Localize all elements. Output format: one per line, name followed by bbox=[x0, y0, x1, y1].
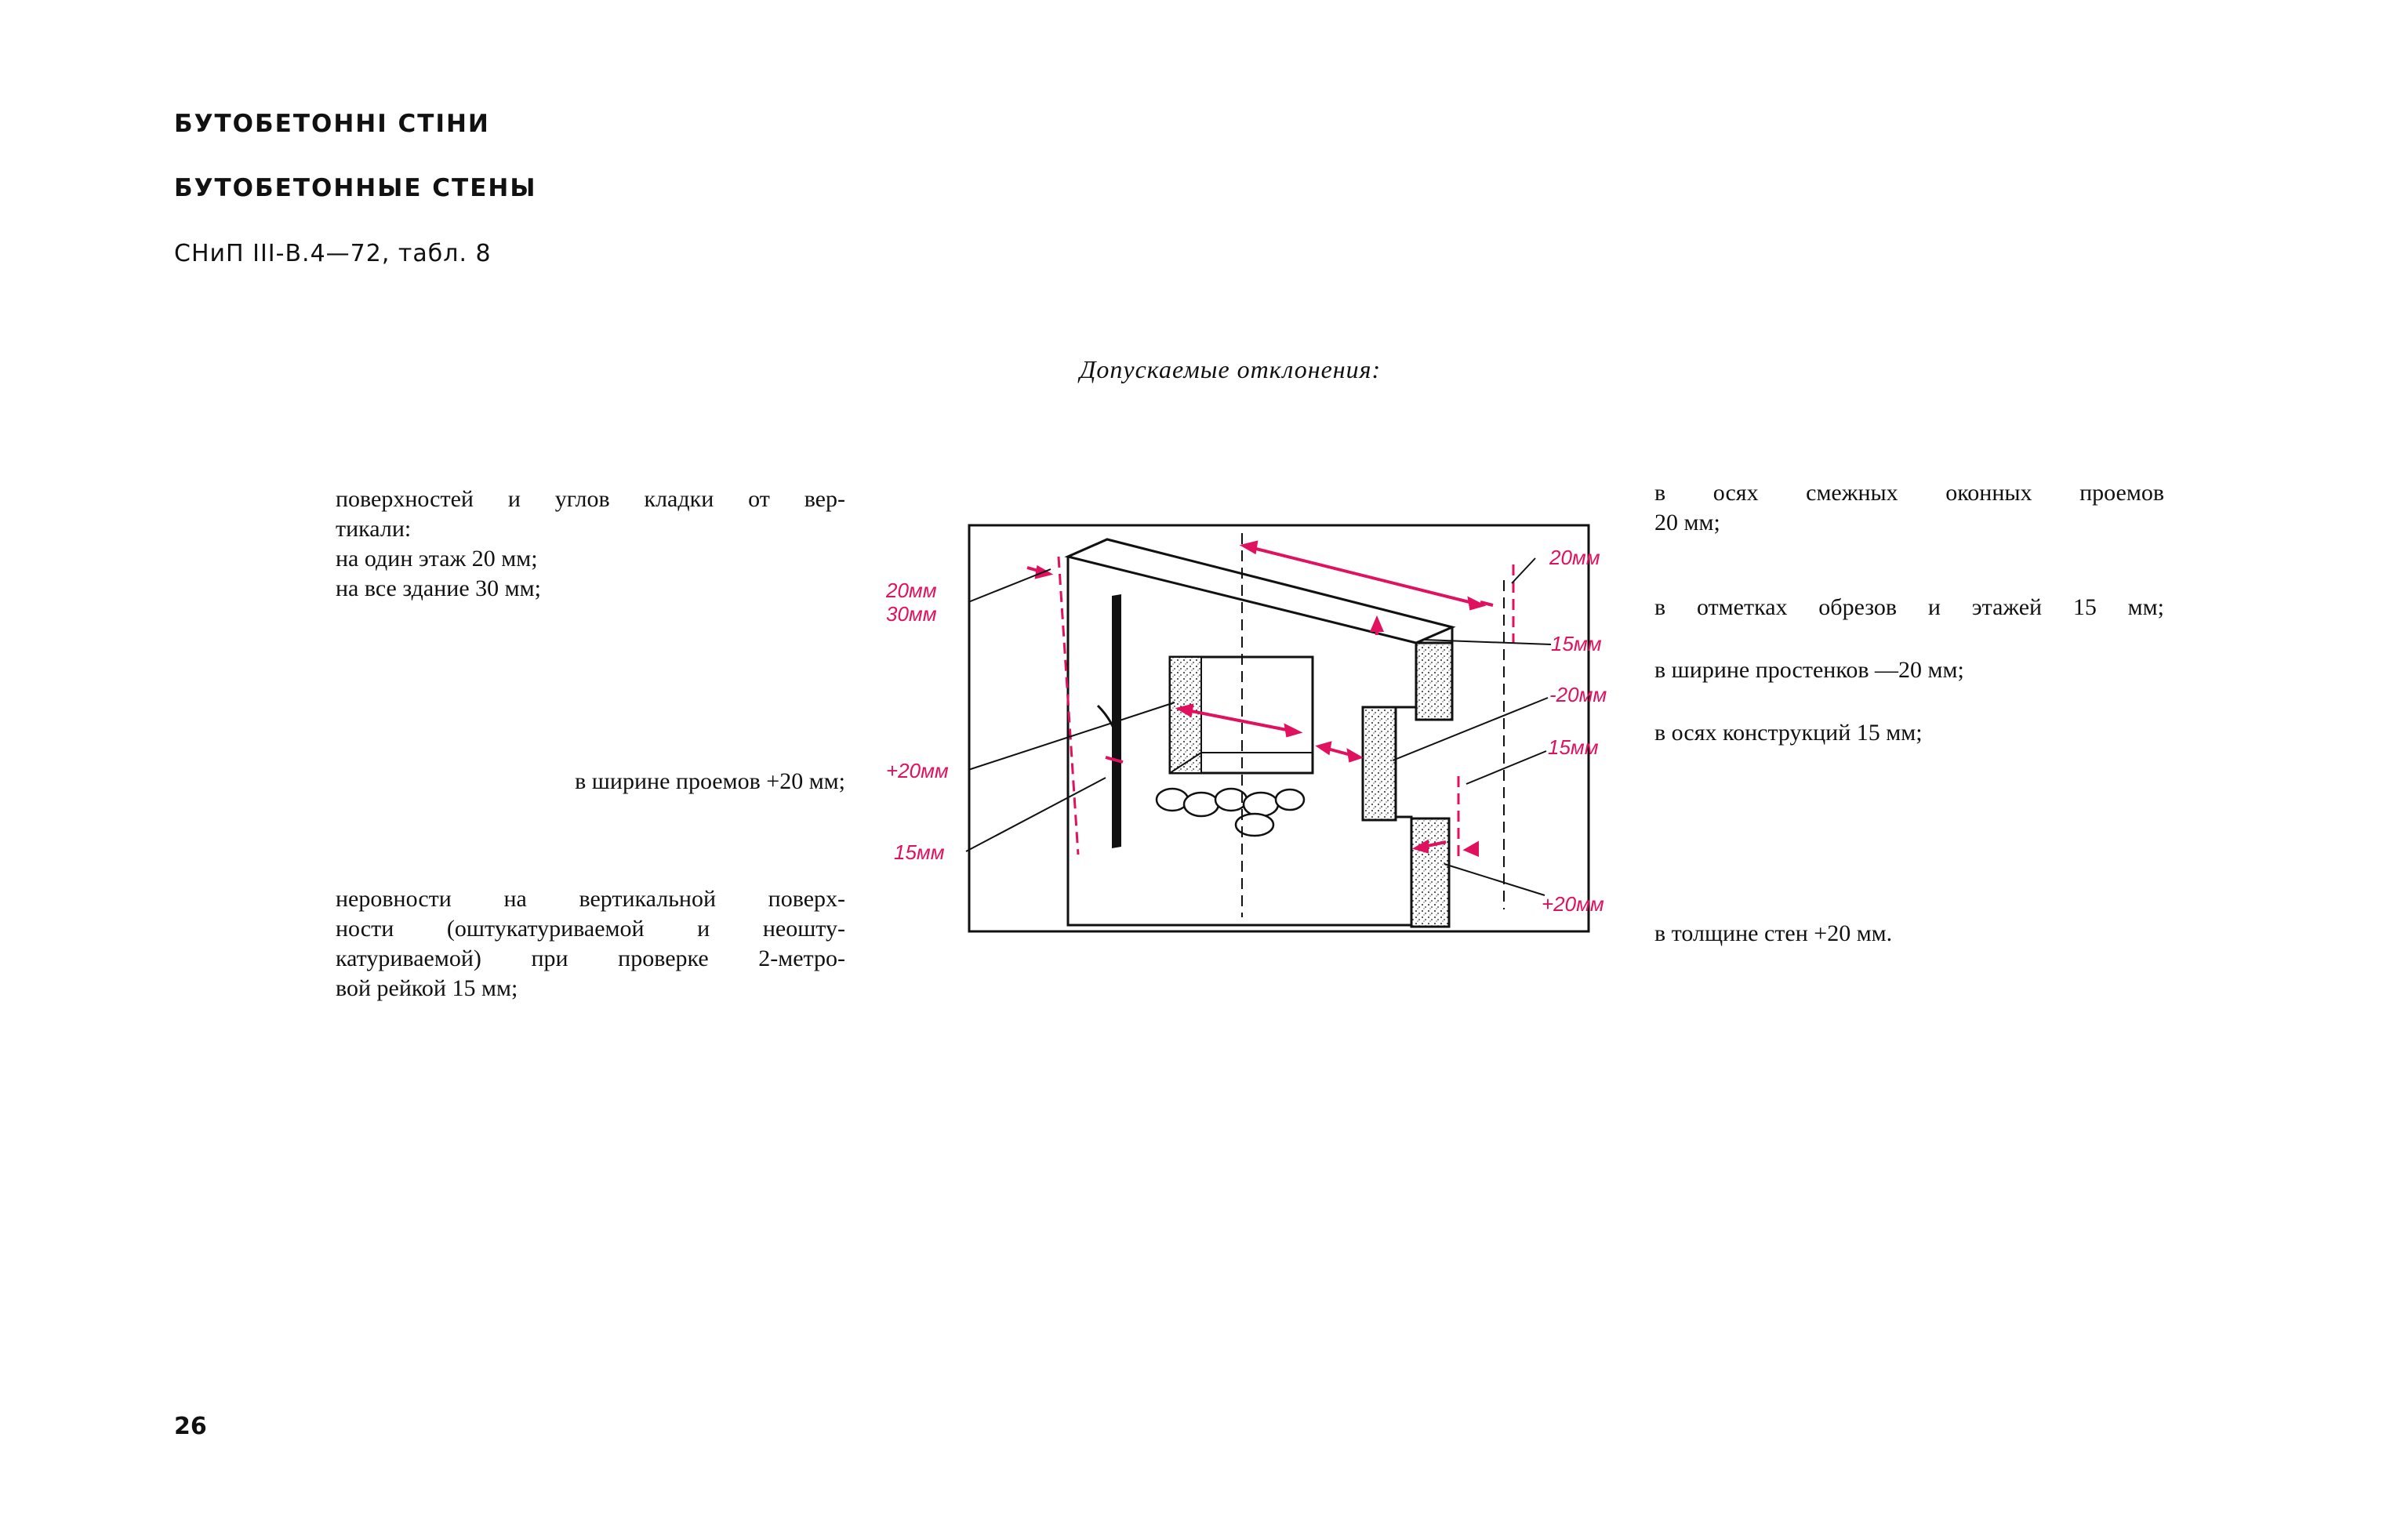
wall-thickness-text: в толщине стен +20 мм. bbox=[1654, 920, 1893, 946]
text-line: на все здание 30 мм; bbox=[336, 575, 541, 601]
title-ukrainian: БУТОБЕТОННІ СТІНИ bbox=[174, 110, 490, 138]
text-line: тикали: bbox=[336, 516, 412, 542]
vertical-deviation-text bbox=[336, 485, 845, 604]
unevenness-text bbox=[336, 884, 845, 1004]
text-line: 20 мм; bbox=[1654, 510, 1720, 535]
title-russian: БУТОБЕТОННЫЕ СТЕНЫ bbox=[174, 174, 537, 202]
standard-reference: СНиП III-В.4—72, табл. 8 bbox=[174, 240, 492, 267]
wall-side-upper bbox=[1416, 643, 1452, 720]
structure-axes-text: в осях конструкций 15 мм; bbox=[1654, 720, 1923, 746]
dim-label: 15мм bbox=[1548, 735, 1599, 759]
openings-width-text: в ширине проемов +20 мм; bbox=[575, 768, 845, 794]
dim-label: 30мм bbox=[886, 602, 937, 626]
dim-label: 20мм bbox=[886, 579, 937, 602]
dim-label: 15мм bbox=[894, 840, 945, 864]
dim-label: -20мм bbox=[1549, 683, 1607, 706]
page-number: 26 bbox=[174, 1413, 207, 1440]
piers-text: в ширине простенков —20 мм; bbox=[1654, 657, 1964, 683]
text-line: ности (оштукатуриваемой и неошту- bbox=[336, 916, 845, 942]
subtitle-allowed-deviations: Допускаемые отклонения: bbox=[1080, 355, 1382, 383]
text-line: поверхностей и углов кладки от вер- bbox=[336, 486, 845, 512]
wall-side-lower bbox=[1411, 818, 1449, 927]
text-line: катуриваемой) при проверке 2-метро- bbox=[336, 945, 845, 971]
dim-label: 15мм bbox=[1551, 632, 1602, 655]
text-line: в осях смежных оконных проемов bbox=[1654, 480, 2164, 506]
text-line: на один этаж 20 мм; bbox=[336, 546, 538, 572]
text-line: вой рейкой 15 мм; bbox=[336, 975, 518, 1001]
dim-label: +20мм bbox=[1542, 892, 1604, 916]
dim-label: 20мм bbox=[1549, 546, 1600, 569]
pier-side bbox=[1363, 707, 1396, 820]
text-line: неровности на вертикальной поверх- bbox=[336, 886, 845, 912]
dim-label: +20мм bbox=[886, 759, 949, 782]
wall-deviation-diagram bbox=[863, 502, 1647, 941]
marks-text: в отметках обрезов и этажей 15 мм; bbox=[1654, 594, 2164, 620]
window-axes-text bbox=[1654, 478, 2164, 538]
